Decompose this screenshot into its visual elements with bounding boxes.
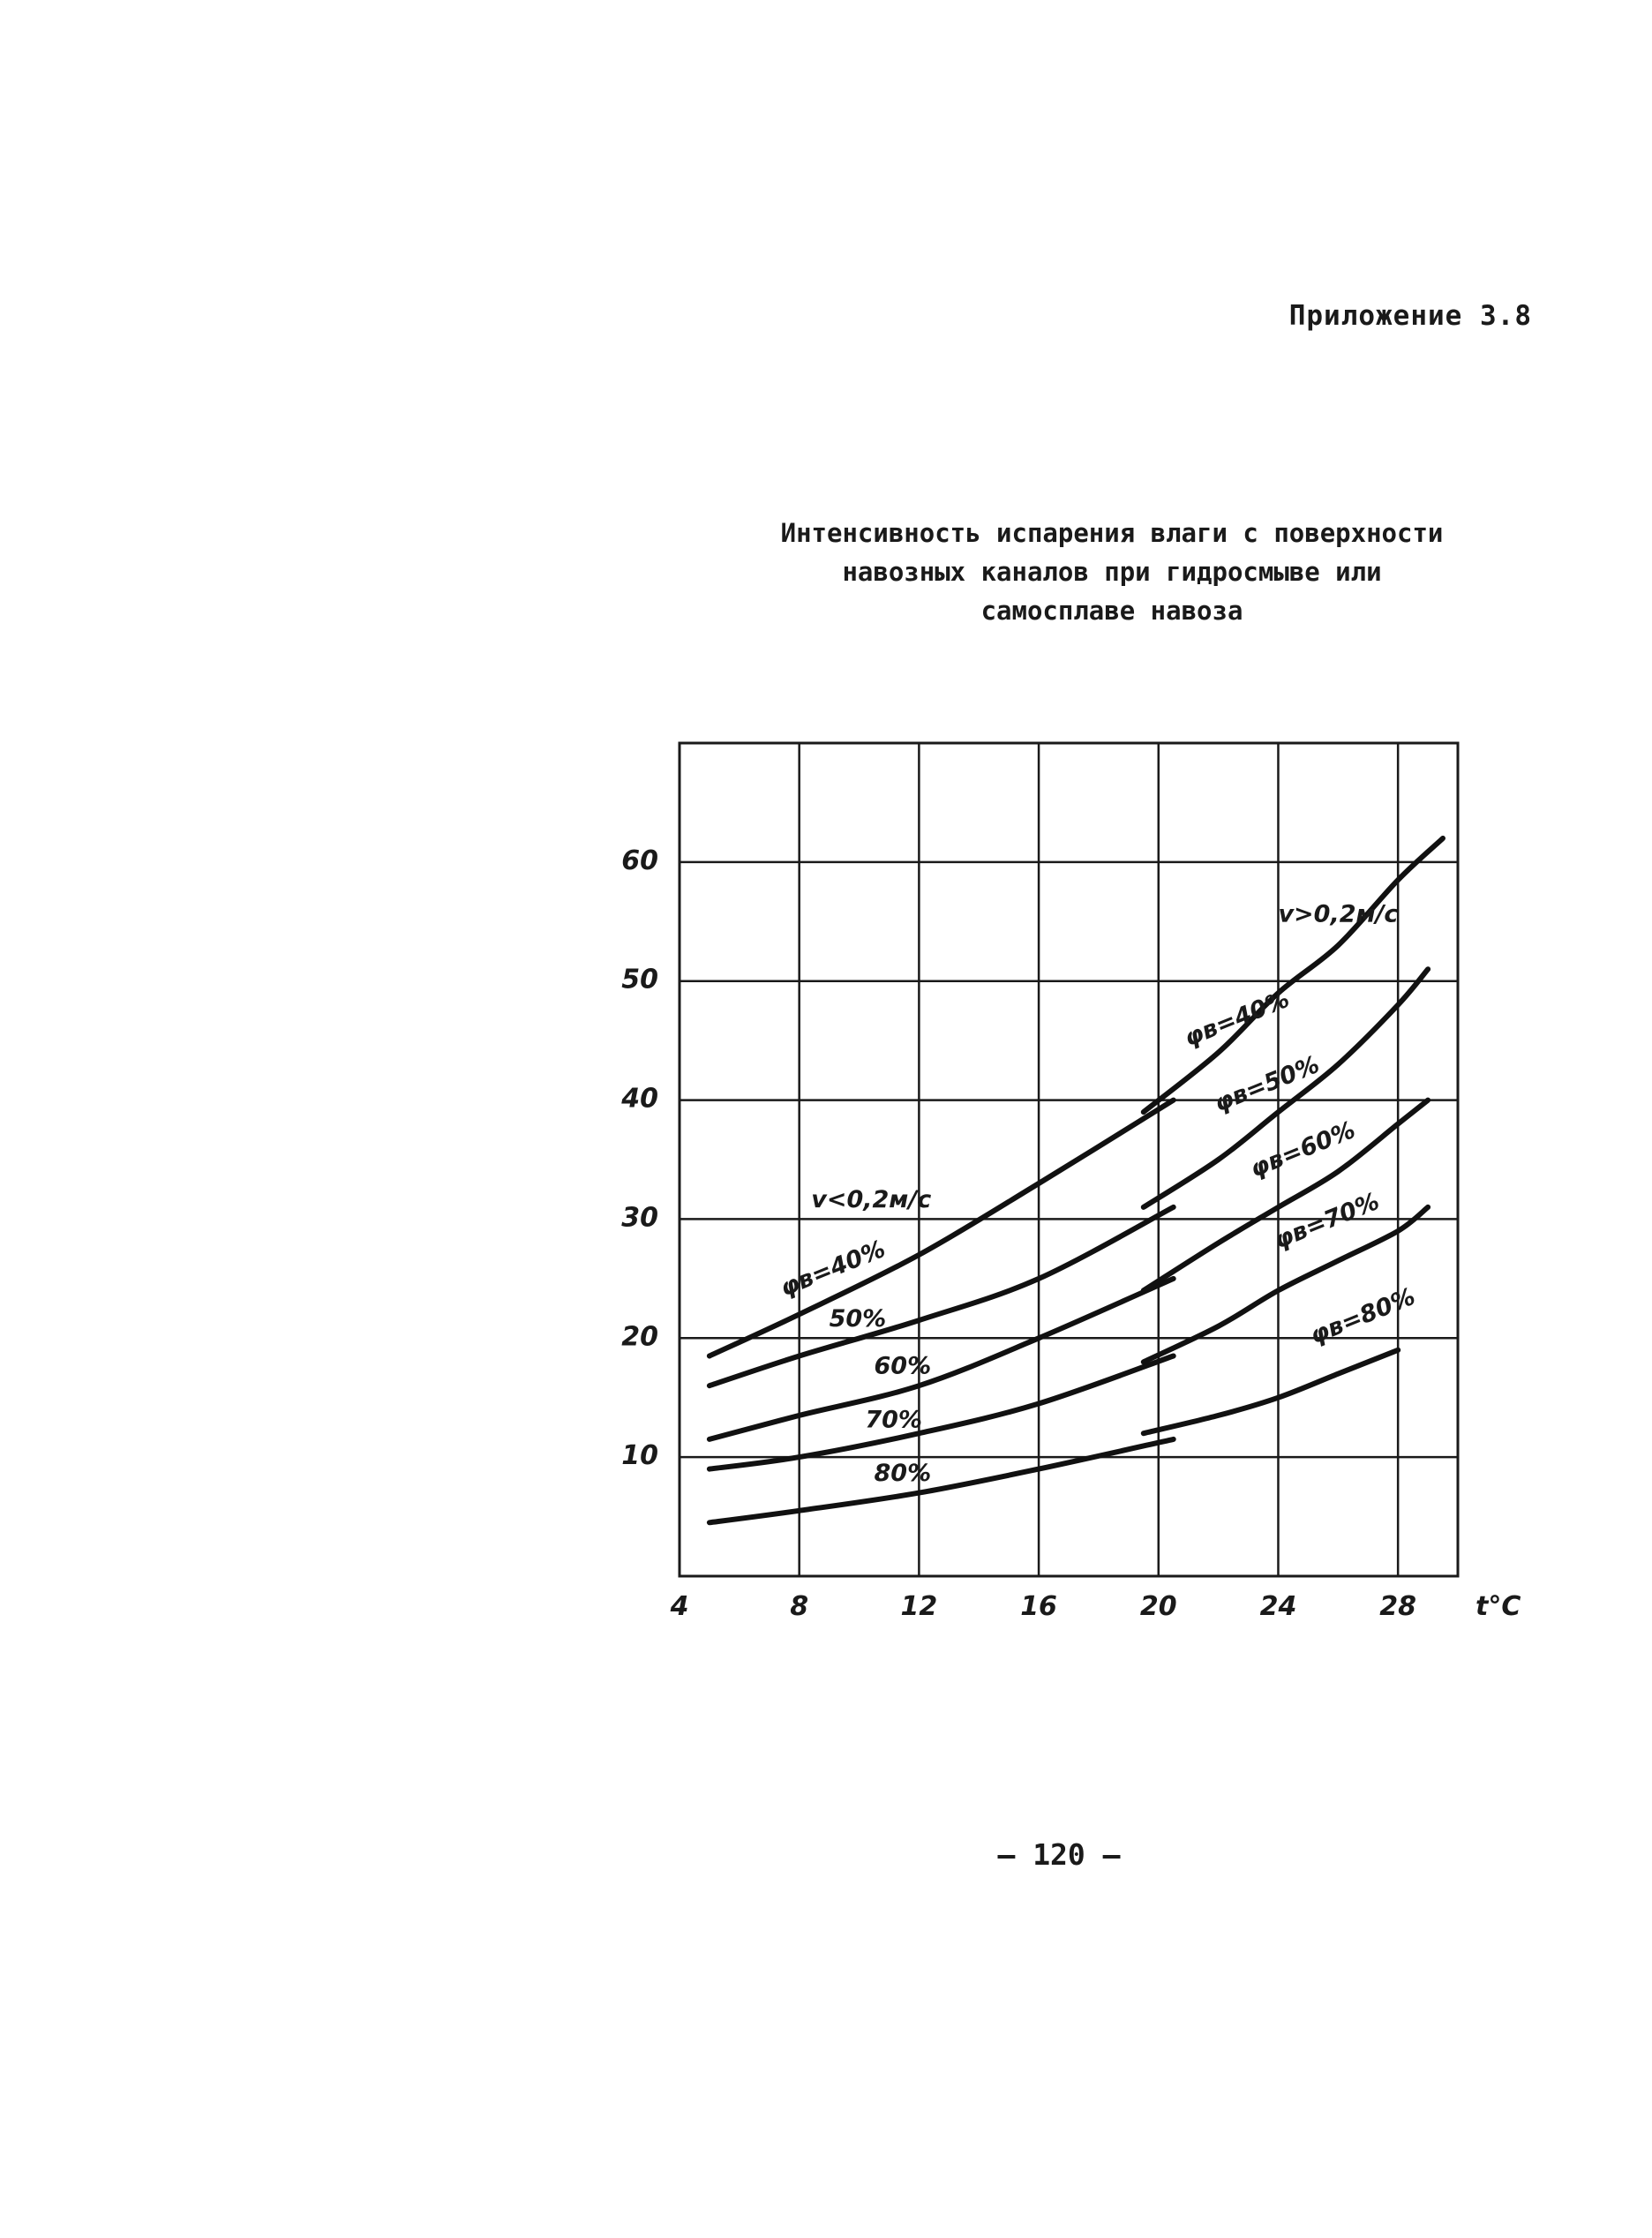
curve-low-speed-3 <box>710 1356 1174 1469</box>
curve-annotation-7: φв=40% <box>1180 985 1294 1053</box>
chart-title-line-2: навозных каналов при гидросмыве или <box>842 557 1382 587</box>
x-axis-label: t°C <box>1476 1591 1521 1622</box>
x-tick-label-0: 4 <box>670 1591 689 1622</box>
curve-low-speed-0 <box>710 1100 1174 1356</box>
curve-annotation-0: v<0,2м/с <box>811 1185 932 1213</box>
page-number: – 120 – <box>997 1837 1121 1872</box>
x-tick-label-4: 20 <box>1139 1591 1177 1622</box>
y-tick-label-1: 20 <box>621 1321 658 1353</box>
x-tick-label-6: 28 <box>1379 1591 1417 1622</box>
curve-annotation-11: φв=80% <box>1306 1282 1420 1350</box>
curve-annotation-5: 80% <box>874 1460 932 1488</box>
curve-annotation-4: 70% <box>865 1406 922 1434</box>
curve-annotation-8: φв=50% <box>1210 1050 1324 1118</box>
x-tick-label-2: 12 <box>900 1591 938 1622</box>
x-tick-label-5: 24 <box>1259 1591 1297 1622</box>
chart-title-line-1: Интенсивность испарения влаги с поверхности <box>780 518 1444 548</box>
curve-annotation-1: φв=40% <box>776 1235 890 1303</box>
x-tick-label-1: 8 <box>790 1591 809 1622</box>
curve-low-speed-2 <box>710 1279 1174 1439</box>
appendix-label: Приложение 3.8 <box>1288 300 1532 332</box>
y-tick-label-2: 30 <box>621 1202 658 1234</box>
curve-low-speed-1 <box>710 1207 1174 1386</box>
y-tick-label-3: 40 <box>621 1083 658 1115</box>
curve-annotation-9: φв=60% <box>1246 1115 1360 1183</box>
x-tick-label-3: 16 <box>1020 1591 1057 1622</box>
curve-annotation-10: φв=70% <box>1270 1187 1384 1255</box>
y-tick-label-4: 50 <box>621 964 658 995</box>
plot-frame <box>680 743 1458 1576</box>
chart-curves <box>710 838 1443 1522</box>
curve-annotation-3: 60% <box>874 1352 932 1380</box>
curve-annotation-2: 50% <box>829 1304 887 1333</box>
y-tick-label-5: 60 <box>621 845 658 876</box>
curve-low-speed-4 <box>710 1439 1174 1522</box>
chart-title-line-3: самосплаве навоза <box>980 596 1243 626</box>
curve-high-speed-2 <box>1144 1100 1428 1291</box>
curve-annotation-6: v>0,2м/с <box>1278 900 1399 928</box>
chart-grid <box>680 743 1458 1576</box>
y-tick-label-0: 10 <box>621 1440 658 1472</box>
curve-high-speed-4 <box>1144 1350 1398 1433</box>
